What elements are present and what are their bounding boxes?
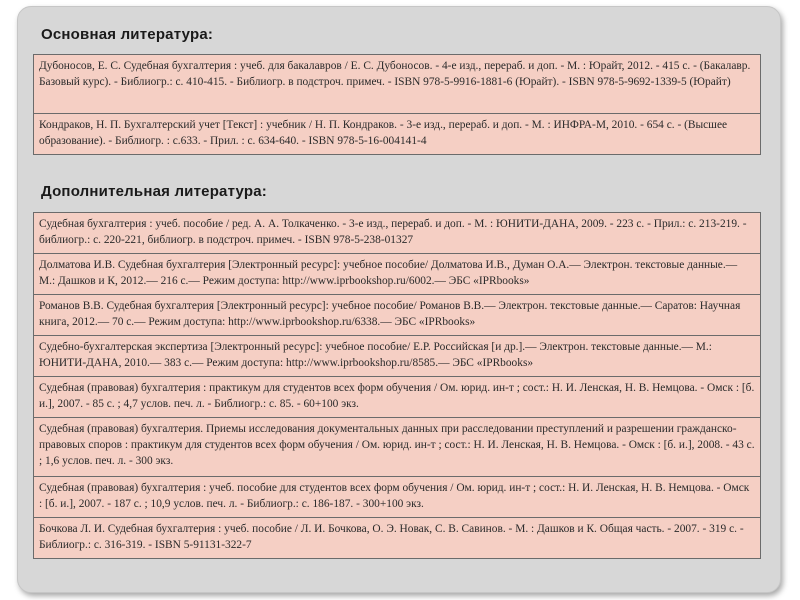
main-literature-heading: Основная литература: bbox=[41, 26, 214, 43]
table-row bbox=[34, 114, 761, 155]
reference-cell: Романов В.В. Судебная бухгалтерия [Электронный ресурс]: учебное пособие/ Романов В.В.— Электрон. текстовые данные.— Саратов: Научная книга, 2012.— 70 c.— Режим доступа: http://www.iprbookshop.ru/6338.— ЭБС «IPRbooks» bbox=[34, 295, 761, 336]
table-row bbox=[34, 55, 761, 114]
reference-cell: Судебно-бухгалтерская экспертиза [Электронный ресурс]: учебное пособие/ Е.Р. Российская [и др.].— Электрон. текстовые данные.— М.: ЮНИТИ-ДАНА, 2010.— 383 c.— Режим доступа: http://www.iprbookshop.ru/8585.— ЭБС «IPRbooks» bbox=[34, 336, 761, 377]
table-row bbox=[34, 295, 761, 336]
reference-cell: Кондраков, Н. П. Бухгалтерский учет [Текст] : учебник / Н. П. Кондраков. - 3-е изд., перераб. и доп. - М. : ИНФРА-М, 2010. - 654 с. - (Высшее образование). - Библиогр. : с.633. - Прил. : с. 634-640. - ISBN 978-5-16-004141-4 bbox=[34, 114, 761, 155]
reference-cell: Судебная (правовая) бухгалтерия : практикум для студентов всех форм обучения / Ом. юрид. ин-т ; сост.: Н. И. Ленская, Н. В. Немцова. - Омск : [б. и.], 2007. - 85 с. ; 4,7 услов. печ. л. - Библиогр.: с. 85. - 60+100 экз. bbox=[34, 377, 761, 418]
table-row bbox=[34, 518, 761, 559]
reference-cell: Судебная (правовая) бухгалтерия : учеб. пособие для студентов всех форм обучения / Ом. юрид. ин-т ; сост.: Н. И. Ленская, Н. В. Немцова. - Омск : [б. и.], 2007. - 187 с. ; 10,9 услов. печ. л. - Библиогр.: с. 186-187. - 300+100 экз. bbox=[34, 477, 761, 518]
table-row bbox=[34, 336, 761, 377]
table-row bbox=[34, 418, 761, 477]
table-row bbox=[34, 213, 761, 254]
table-row bbox=[34, 377, 761, 418]
reference-cell: Дубоносов, Е. С. Судебная бухгалтерия : учеб. для бакалавров / Е. С. Дубоносов. - 4-е изд., перераб. и доп. - М. : Юрайт, 2012. - 415 с. - (Бакалавр. Базовый курс). - Библиогр.: с. 410-415. - Библиогр. в подстроч. примеч. - ISBN 978-5-9916-1881-6 (Юрайт). - ISBN 978-5-9692-1339-5 (Юрайт) bbox=[34, 55, 761, 114]
main-literature-table bbox=[33, 54, 761, 155]
reference-cell: Долматова И.В. Судебная бухгалтерия [Электронный ресурс]: учебное пособие/ Долматова И.В., Думан О.А.— Электрон. текстовые данные.— М.: Дашков и К, 2012.— 216 c.— Режим доступа: http://www.iprbookshop.ru/6002.— ЭБС «IPRbooks» bbox=[34, 254, 761, 295]
table-row bbox=[34, 254, 761, 295]
reference-cell: Судебная (правовая) бухгалтерия. Приемы исследования документальных данных при расследовании преступлений и разрешении гражданско-правовых споров : практикум для студентов всех форм обучения / Ом. юрид. ин-т ; сост.: Н. И. Ленская, Н. В. Немцова. - Омск : [б. и.], 2008. - 43 с. ; 1,6 услов. печ. л. - 300 экз. bbox=[34, 418, 761, 477]
reference-cell: Судебная бухгалтерия : учеб. пособие / ред. А. А. Толкаченко. - 3-е изд., перераб. и доп. - М. : ЮНИТИ-ДАНА, 2009. - 223 с. - Прил.: с. 213-219. - библиогр.: с. 220-221, библиогр. в подстроч. примеч. - ISBN 978-5-238-01327 bbox=[34, 213, 761, 254]
extra-literature-table bbox=[33, 212, 761, 559]
extra-literature-heading: Дополнительная литература: bbox=[41, 183, 267, 200]
table-row bbox=[34, 477, 761, 518]
reference-cell: Бочкова Л. И. Судебная бухгалтерия : учеб. пособие / Л. И. Бочкова, О. Э. Новак, С. В. Савинов. - М. : Дашков и К. Общая часть. - 2007. - 319 с. - Библиогр.: с. 316-319. - ISBN 5-91131-322-7 bbox=[34, 518, 761, 559]
